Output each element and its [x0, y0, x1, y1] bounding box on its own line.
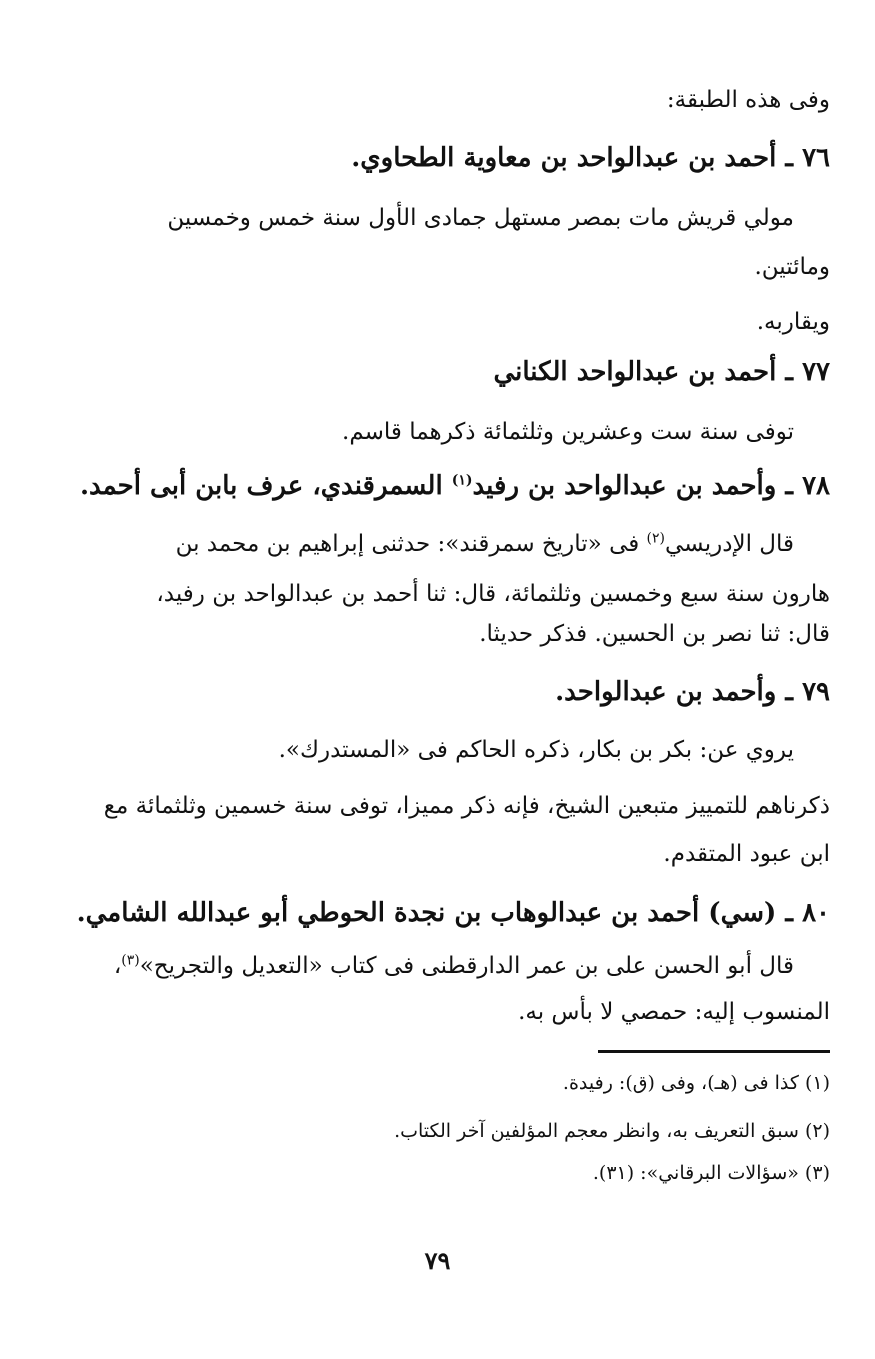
- footnote-1: (١) كذا فى (هـ)، وفى (ق): رفيدة.: [562, 1072, 830, 1094]
- footnote-2: (٢) سبق التعريف به، وانظر معجم المؤلفين آخر الكتاب.: [394, 1120, 830, 1142]
- footnote-3: (٣) «سؤالات البرقاني»: (٣١).: [592, 1162, 830, 1184]
- footnote-ref-3: (٣): [121, 952, 140, 969]
- entry-78-heading-a: ٧٨ ـ وأحمد بن عبدالواحد بن رفيد: [472, 471, 830, 501]
- entry-80-line-1: [74, 948, 830, 984]
- intro-line: وفى هذه الطبقة:: [666, 87, 830, 113]
- entry-77-line-1: توفى سنة ست وعشرين وثلثمائة ذكرهما قاسم.: [342, 419, 794, 445]
- entry-78-line-1: [74, 526, 830, 562]
- footnote-ref-1: (١): [451, 472, 473, 489]
- entry-80-heading: ٨٠ ـ (سي) أحمد بن عبدالوهاب بن نجدة الحوطي أبو عبدالله الشامي.: [76, 898, 830, 928]
- page-number: ٧٩: [424, 1246, 451, 1275]
- entry-76-line-1: مولي قريش مات بمصر مستهل جمادى الأول سنة خمس وخمسين: [167, 205, 794, 231]
- entry-79-line-1: يروي عن: بكر بن بكار، ذكره الحاكم فى «المستدرك».: [278, 737, 794, 763]
- entry-79-line-3: ابن عبود المتقدم.: [663, 841, 830, 867]
- entry-78-heading-b: السمرقندي، عرف بابن أبى أحمد.: [79, 471, 452, 501]
- entry-78-line-3: قال: ثنا نصر بن الحسين. فذكر حديثا.: [479, 621, 830, 647]
- footnote-ref-2: (٢): [646, 530, 666, 547]
- entry-78-heading: [79, 466, 830, 506]
- entry-76-heading: ٧٦ ـ أحمد بن عبدالواحد بن معاوية الطحاوي.: [351, 143, 830, 173]
- footnote-divider: [598, 1050, 830, 1053]
- entry-80-line-1-a: قال أبو الحسن على بن عمر الدارقطنى فى كتاب «التعديل والتجريح»: [139, 953, 794, 979]
- entry-76-line-2: ومائتين.: [754, 254, 830, 280]
- entry-79-line-2: ذكرناهم للتمييز متبعين الشيخ، فإنه ذكر مميزا، توفى سنة خسمين وثلثمائة مع: [103, 793, 830, 819]
- entry-78-line-2: هارون سنة سبع وخمسين وثلثمائة، قال: ثنا أحمد بن عبدالواحد بن رفيد،: [156, 581, 830, 607]
- entry-78-line-1-b: فى «تاريخ سمرقند»: حدثنى إبراهيم بن محمد بن: [175, 531, 647, 557]
- entry-80-line-2: المنسوب إليه: حمصي لا بأس به.: [518, 999, 830, 1025]
- entry-78-line-1-a: قال الإدريسي: [665, 531, 794, 557]
- entry-76-line-3: ويقاربه.: [756, 309, 830, 335]
- entry-80-line-1-b: ،: [113, 953, 122, 979]
- entry-79-heading: ٧٩ ـ وأحمد بن عبدالواحد.: [555, 677, 830, 707]
- entry-77-heading: ٧٧ ـ أحمد بن عبدالواحد الكناني: [493, 357, 830, 387]
